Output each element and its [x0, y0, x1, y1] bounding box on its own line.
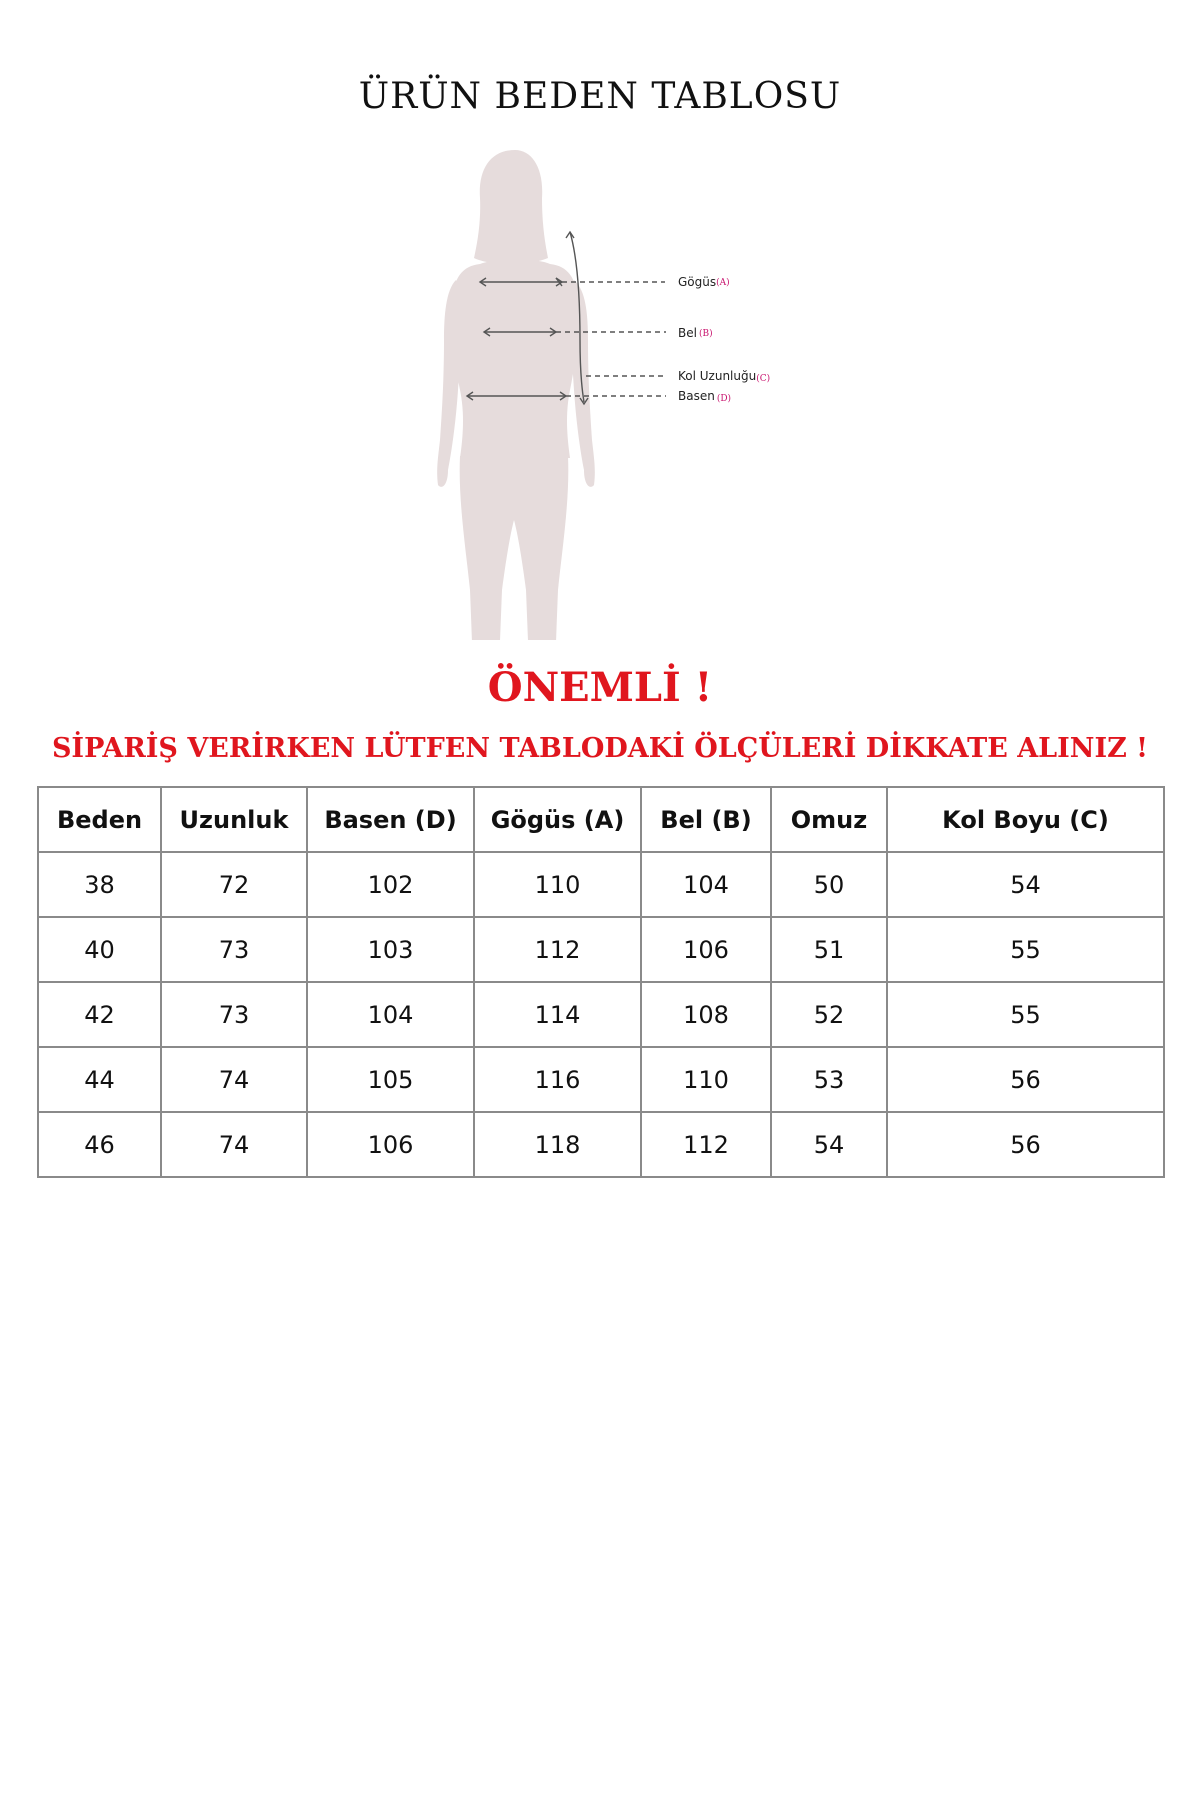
- size-table: [37, 786, 1165, 1178]
- header-basen: Basen (D): [307, 787, 474, 852]
- notice-heading: ÖNEMLİ !: [487, 664, 713, 711]
- table-cell: 44: [38, 1047, 161, 1112]
- table-cell: 51: [771, 917, 887, 982]
- table-cell: 74: [161, 1047, 307, 1112]
- notice-text: SİPARİŞ VERİRKEN LÜTFEN TABLODAKİ ÖLÇÜLERİ DİKKATE ALINIZ !: [51, 733, 1149, 764]
- table-cell: 46: [38, 1112, 161, 1177]
- table-row: [38, 852, 1164, 917]
- header-beden: Beden: [38, 787, 161, 852]
- measurement-labels: [678, 275, 770, 404]
- header-uzunluk: Uzunluk: [161, 787, 307, 852]
- table-row: [38, 917, 1164, 982]
- table-cell: 38: [38, 852, 161, 917]
- table-cell: 42: [38, 982, 161, 1047]
- table-cell: 53: [771, 1047, 887, 1112]
- table-cell: 73: [161, 917, 307, 982]
- table-cell: 104: [307, 982, 474, 1047]
- table-cell: 50: [771, 852, 887, 917]
- table-row: [38, 1112, 1164, 1177]
- table-cell: 114: [474, 982, 641, 1047]
- header-omuz: Omuz: [771, 787, 887, 852]
- table-cell: 116: [474, 1047, 641, 1112]
- table-cell: 55: [887, 982, 1164, 1047]
- header-kol-boyu: Kol Boyu (C): [887, 787, 1164, 852]
- table-cell: 110: [474, 852, 641, 917]
- table-cell: 110: [641, 1047, 771, 1112]
- table-cell: 54: [771, 1112, 887, 1177]
- page-title: ÜRÜN BEDEN TABLOSU: [358, 76, 842, 117]
- table-cell: 54: [887, 852, 1164, 917]
- woman-silhouette: [437, 150, 595, 640]
- table-cell: 56: [887, 1047, 1164, 1112]
- table-cell: 40: [38, 917, 161, 982]
- table-row: [38, 982, 1164, 1047]
- label-chest: Gögüs(A): [678, 275, 730, 289]
- table-cell: 106: [307, 1112, 474, 1177]
- table-cell: 52: [771, 982, 887, 1047]
- table-cell: 108: [641, 982, 771, 1047]
- table-cell: 55: [887, 917, 1164, 982]
- table-cell: 106: [641, 917, 771, 982]
- table-cell: 112: [641, 1112, 771, 1177]
- table-cell: 112: [474, 917, 641, 982]
- body-measurement-figure: [420, 140, 820, 640]
- table-header-row: [38, 787, 1164, 852]
- table-cell: 104: [641, 852, 771, 917]
- header-gogus: Gögüs (A): [474, 787, 641, 852]
- table-cell: 74: [161, 1112, 307, 1177]
- table-cell: 73: [161, 982, 307, 1047]
- label-hip: Basen (D): [678, 389, 732, 404]
- label-sleeve: Kol Uzunluğu(C): [678, 369, 771, 384]
- table-cell: 102: [307, 852, 474, 917]
- table-cell: 118: [474, 1112, 641, 1177]
- body-silhouette-diagram: [420, 140, 820, 640]
- table-cell: 105: [307, 1047, 474, 1112]
- table-cell: 72: [161, 852, 307, 917]
- table-row: [38, 1047, 1164, 1112]
- table-cell: 56: [887, 1112, 1164, 1177]
- header-bel: Bel (B): [641, 787, 771, 852]
- label-waist: Bel (B): [678, 326, 713, 340]
- table-cell: 103: [307, 917, 474, 982]
